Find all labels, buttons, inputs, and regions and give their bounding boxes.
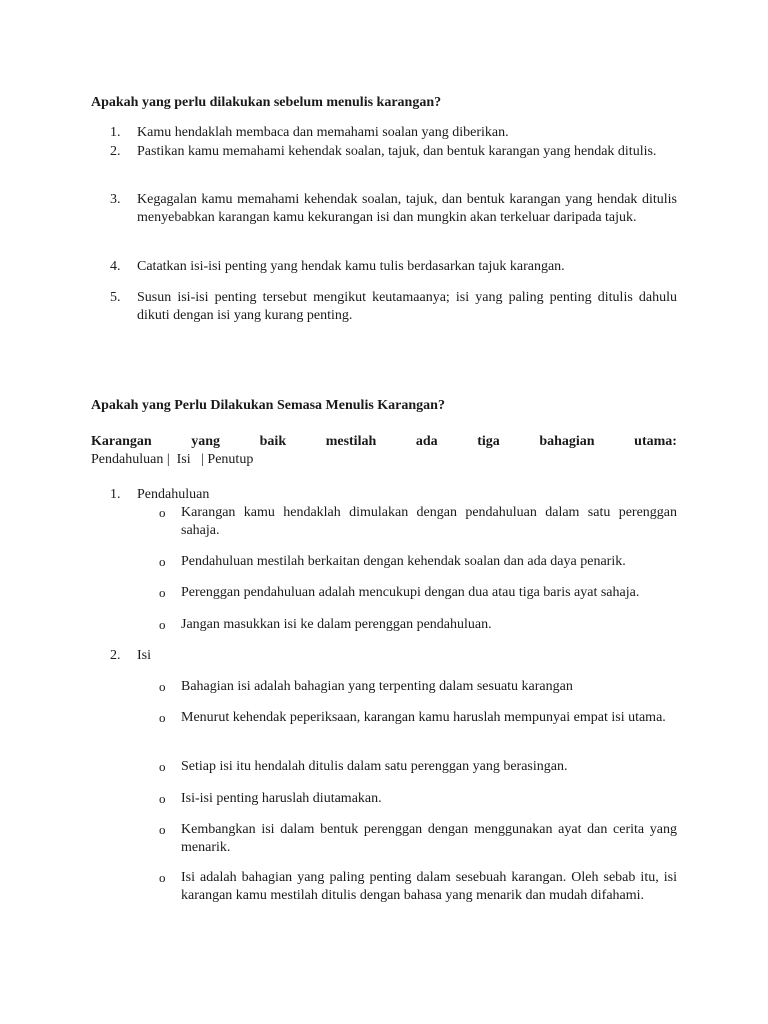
intro-word: tiga [477,434,500,449]
part-title: Pendahuluan [137,487,210,502]
list-marker: 3. [110,192,121,207]
bullet-text: Pendahuluan mestilah berkaitan dengan kehendak soalan dan ada daya penarik. [181,554,626,569]
bullet-text: Isi-isi penting haruslah diutamakan. [181,791,382,806]
bullet-text: Setiap isi itu hendalah ditulis dalam satu perenggan yang berasingan. [181,759,568,774]
bullet-marker: o [159,585,166,600]
bullet-marker: o [159,554,166,569]
list-marker: 2. [110,648,121,663]
bullet-marker: o [159,759,166,774]
intro-word: baik [259,434,287,449]
list-text: Catatkan isi-isi penting yang hendak kamu tulis berdasarkan tajuk karangan. [137,259,565,274]
list-text: Kegagalan kamu memahami kehendak soalan, tajuk, dan bentuk karangan yang hendak ditulis menyebabkan karangan kamu kekurangan isi dan mungkin akan terkeluar daripada tajuk. [137,192,677,225]
bullet-text: Bahagian isi adalah bahagian yang terpenting dalam sesuatu karangan [181,679,573,694]
intro-word: utama: [634,434,677,449]
list-text: Pastikan kamu memahami kehendak soalan, tajuk, dan bentuk karangan yang hendak ditulis. [137,144,657,159]
bullet-text: Karangan kamu hendaklah dimulakan dengan pendahuluan dalam satu perenggan sahaja. [181,505,677,538]
bullet-text: Jangan masukkan isi ke dalam perenggan pendahuluan. [181,617,492,632]
bullet-marker: o [159,791,166,806]
intro-word: yang [191,434,221,449]
intro-word: ada [415,434,438,449]
part-title: Isi [137,648,151,663]
list-text: Susun isi-isi penting tersebut mengikut keutamaanya; isi yang paling penting ditulis dahulu dikuti dengan isi yang kurang penting. [137,290,677,323]
list-marker: 4. [110,259,121,274]
intro-line [91,433,677,451]
bullet-marker: o [159,617,166,632]
list-text: Kamu hendaklah membaca dan memahami soalan yang diberikan. [137,125,509,140]
bullet-text: Kembangkan isi dalam bentuk perenggan dengan menggunakan ayat dan cerita yang menarik. [181,822,677,855]
bullet-text: Isi adalah bahagian yang paling penting dalam sesebuah karangan. Oleh sebab itu, isi karangan kamu mestilah ditulis dengan bahasa yang menarik dan mudah difahami. [181,870,677,903]
bullet-text: Perenggan pendahuluan adalah mencukupi dengan dua atau tiga baris ayat sahaja. [181,585,640,600]
bullet-marker: o [159,710,166,725]
intro-word: bahagian [539,434,595,449]
list-marker: 2. [110,144,121,159]
section1-heading: Apakah yang perlu dilakukan sebelum menulis karangan? [91,95,442,110]
bullet-marker: o [159,822,166,837]
intro-word: mestilah [325,434,377,449]
list-marker: 1. [110,487,121,502]
list-marker: 5. [110,290,121,305]
bullet-marker: o [159,870,166,885]
bullet-marker: o [159,679,166,694]
bullet-text: Menurut kehendak peperiksaan, karangan kamu haruslah mempunyai empat isi utama. [181,710,666,725]
intro-word: Karangan [91,434,152,449]
list-marker: 1. [110,125,121,140]
bullet-marker: o [159,505,166,520]
intro-parts-line: Pendahuluan | Isi | Penutup [91,452,254,467]
section2-heading: Apakah yang Perlu Dilakukan Semasa Menulis Karangan? [91,398,445,413]
